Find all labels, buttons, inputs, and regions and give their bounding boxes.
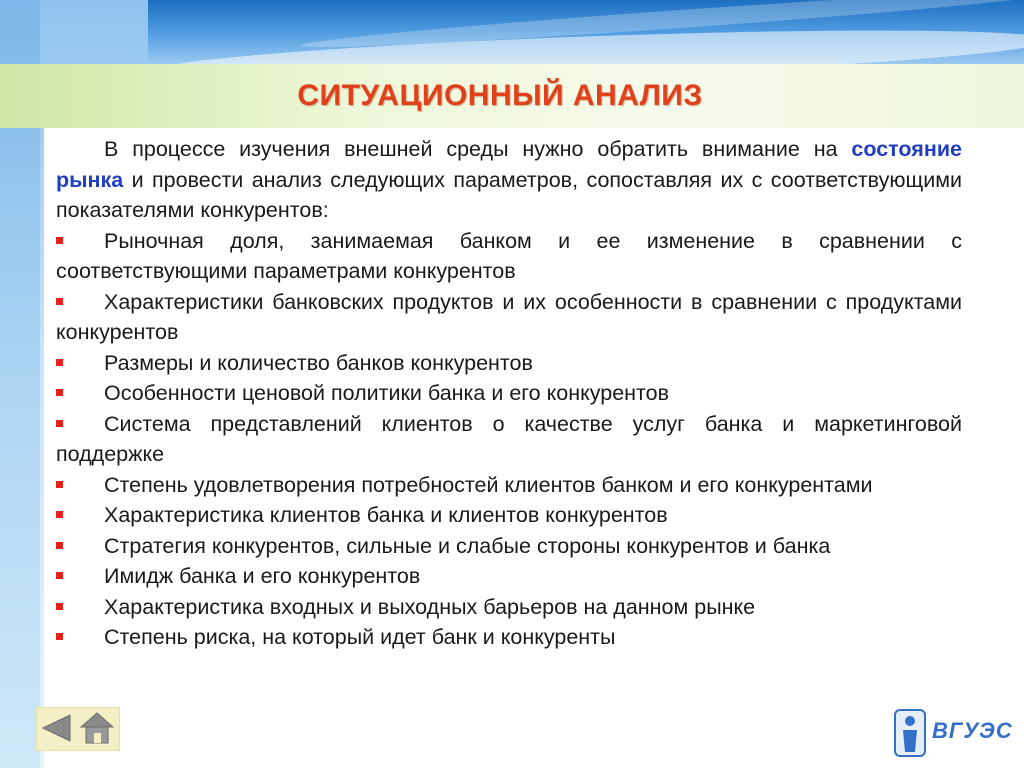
home-button[interactable] xyxy=(80,711,114,745)
intro-text-after: и провести анализ следующих параметров, сопоставляя их с соответствующими показателями конкурентов: xyxy=(56,167,962,222)
list-item-text: Имидж банка и его конкурентов xyxy=(104,564,421,588)
slide-body xyxy=(56,134,962,653)
bullet-icon xyxy=(56,633,63,640)
list-item-text: Степень удовлетворения потребностей клиентов банком и его конкурентами xyxy=(104,472,873,497)
slide-title: СИТУАЦИОННЫЙ АНАЛИЗ xyxy=(297,79,703,112)
list-item xyxy=(56,287,962,348)
back-button[interactable] xyxy=(40,712,72,744)
list-item xyxy=(56,409,962,470)
parameter-list xyxy=(56,226,962,653)
list-item xyxy=(56,622,962,653)
bullet-icon xyxy=(56,420,63,427)
list-item-text: Характеристика клиентов банка и клиентов конкурентов xyxy=(104,503,668,527)
list-item xyxy=(56,226,962,287)
list-item xyxy=(56,378,962,409)
bullet-icon xyxy=(56,572,63,579)
list-item xyxy=(56,348,962,379)
list-item-text: Рыночная доля, занимаемая банком и ее изменение в сравнении с соответствующими параметрами конкурентов xyxy=(56,228,962,283)
intro-paragraph xyxy=(56,134,962,226)
list-item xyxy=(56,500,962,531)
list-item xyxy=(56,561,962,592)
bullet-icon xyxy=(56,603,63,610)
bullet-icon xyxy=(56,511,63,518)
back-arrow-icon xyxy=(40,712,72,744)
home-icon xyxy=(80,711,114,745)
list-item-text: Степень риска, на который идет банк и конкуренты xyxy=(104,625,616,649)
list-item-text: Характеристика входных и выходных барьеров на данном рынке xyxy=(104,594,756,619)
university-logo-icon xyxy=(894,708,928,758)
list-item xyxy=(56,592,962,623)
intro-text-before: В процессе изучения внешней среды нужно обратить внимание на xyxy=(104,137,852,161)
intro-highlight: состояние рынка xyxy=(56,137,962,192)
logo-text: ВГУЭС xyxy=(932,718,1013,743)
bullet-icon xyxy=(56,389,63,396)
list-item xyxy=(56,470,962,501)
bullet-icon xyxy=(56,542,63,549)
list-item-text: Размеры и количество банков конкурентов xyxy=(104,350,533,375)
list-item-text: Характеристики банковских продуктов и их особенности в сравнении с продуктами конкурентов xyxy=(56,289,962,344)
bullet-icon xyxy=(56,481,63,488)
list-item-text: Особенности ценовой политики банка и его конкурентов xyxy=(104,381,670,405)
bullet-icon xyxy=(56,237,63,244)
list-item-text: Стратегия конкурентов, сильные и слабые стороны конкурентов и банка xyxy=(104,533,831,558)
header-sky-background xyxy=(0,0,1024,70)
list-item xyxy=(56,531,962,562)
list-item-text: Система представлений клиентов о качестве услуг банка и маркетинговой поддержке xyxy=(56,411,962,466)
bullet-icon xyxy=(56,298,63,305)
bullet-icon xyxy=(56,359,63,366)
